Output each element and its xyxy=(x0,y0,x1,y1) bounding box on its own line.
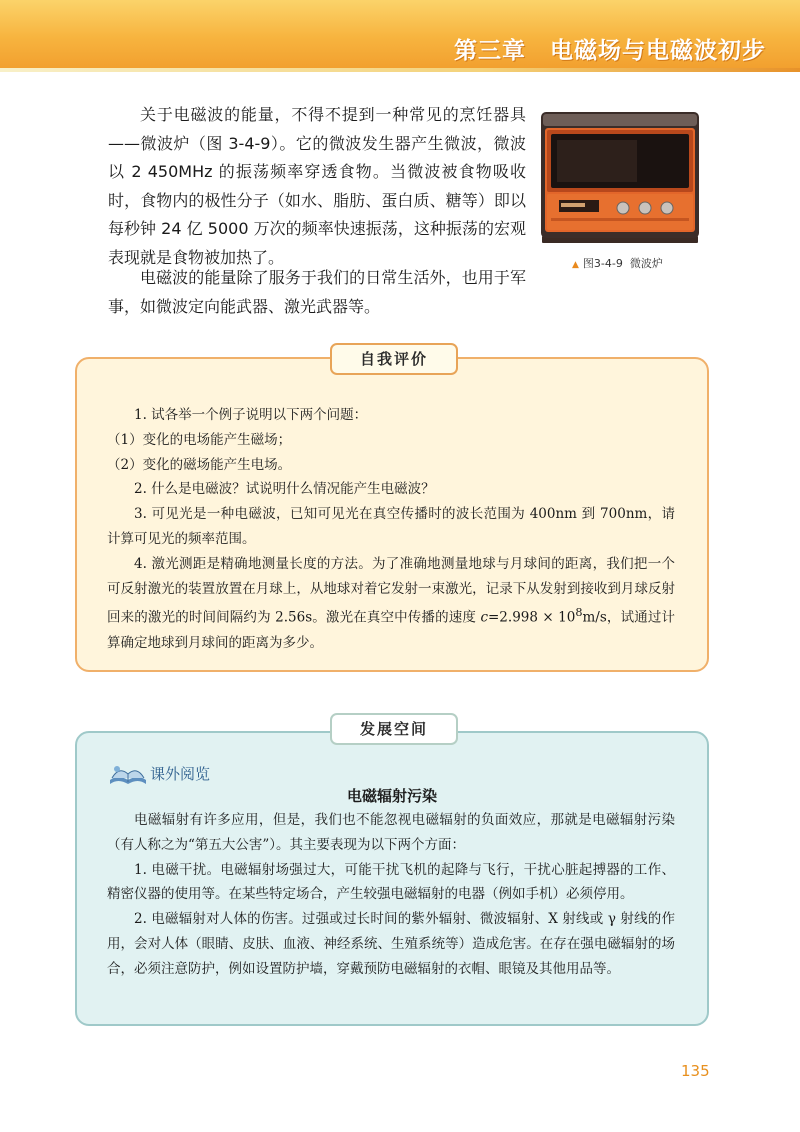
reading-paragraph-2: 1. 电磁干扰。电磁辐射场强过大，可能干扰飞机的起降与飞行，干扰心脏起搏器的工作、精密仪器的使用等。在某些特定场合，产生较强电磁辐射的电器（例如手机）必须停用。 xyxy=(107,861,675,903)
reading-paragraph-1: 电磁辐射有许多应用，但是，我们也不能忽视电磁辐射的负面效应，那就是电磁辐射污染（有人称之为“第五大公害”）。其主要表现为以下两个方面： xyxy=(107,812,675,853)
header-divider xyxy=(0,68,800,72)
chapter-title: 第三章 电磁场与电磁波初步 xyxy=(454,38,766,64)
self-evaluation-questions xyxy=(107,403,675,655)
question-4-text-a: 4. 激光测距是精确地测量长度的方法。为了准确地测量地球与月球间的距离，我们把一个可反射激光的装置放置在月球上，从地球对着它发射一束激光，记录下从发射到接收到月球反射回来的激光的时间间隔约为 2.56s。激光在真空中传播的速度 xyxy=(107,555,675,626)
question-2: 2. 什么是电磁波？试说明什么情况能产生电磁波？ xyxy=(134,481,435,498)
reading-label-text: 课外阅览 xyxy=(150,765,211,783)
figure-caption xyxy=(572,255,663,271)
page-number: 135 xyxy=(681,1062,710,1080)
body-paragraph-2: 电磁波的能量除了服务于我们的日常生活外，也用于军事，如微波定向能武器、激光武器等。 xyxy=(108,268,526,316)
reading-label xyxy=(108,760,211,786)
reading-content xyxy=(107,808,675,982)
body-paragraph-1: 关于电磁波的能量，不得不提到一种常见的烹饪器具——微波炉（图 3-4-9）。它的微波发生器产生微波，微波以 2 450MHz 的振荡频率穿透食物。当微波被食物吸收时，食物内的极性分子（如水、脂肪、蛋白质、糖等）即以每秒钟 24 亿 5000 万次的频率快速振荡，这种振荡的宏观表现就是食物被加热了。 xyxy=(108,105,526,267)
exponent: 8 xyxy=(575,606,583,620)
question-1: 1. 试各举一个例子说明以下两个问题： xyxy=(134,407,368,423)
figure-caption-text: 微波炉 xyxy=(629,257,663,270)
triangle-icon: ▲ xyxy=(572,260,579,270)
question-1a: （1）变化的电场能产生磁场； xyxy=(107,431,292,448)
figure-caption-label: 图3-4-9 xyxy=(582,257,623,270)
question-4-equation: =2.998 × 10 xyxy=(488,609,576,626)
question-1b: （2）变化的磁场能产生电场。 xyxy=(107,456,292,473)
question-4-text-b: m/s，试通过计算确定地球到月球间的距离为多少。 xyxy=(107,609,675,651)
reading-title: 电磁辐射污染 xyxy=(346,787,437,805)
question-4 xyxy=(107,552,675,656)
reading-paragraph-3: 2. 电磁辐射对人体的伤害。过强或过长时间的紫外辐射、微波辐射、X 射线或 γ 射线的作用，会对人体（眼睛、皮肤、血液、神经系统、生殖系统等）造成危害。在存在强电磁辐射的场合，必须注意防护，例如设置防护墙，穿戴预防电磁辐射的衣帽、眼镜及其他用品等。 xyxy=(107,911,675,977)
speed-of-light-symbol: c xyxy=(480,609,488,626)
book-icon xyxy=(108,760,148,786)
development-tab: 发展空间 xyxy=(330,713,458,745)
chapter-header-band xyxy=(0,0,800,68)
self-evaluation-tab: 自我评价 xyxy=(330,343,458,375)
microwave-oven-image xyxy=(541,112,699,244)
question-3: 3. 可见光是一种电磁波，已知可见光在真空传播时的波长范围为 400nm 到 700nm，请计算可见光的频率范围。 xyxy=(107,506,675,547)
